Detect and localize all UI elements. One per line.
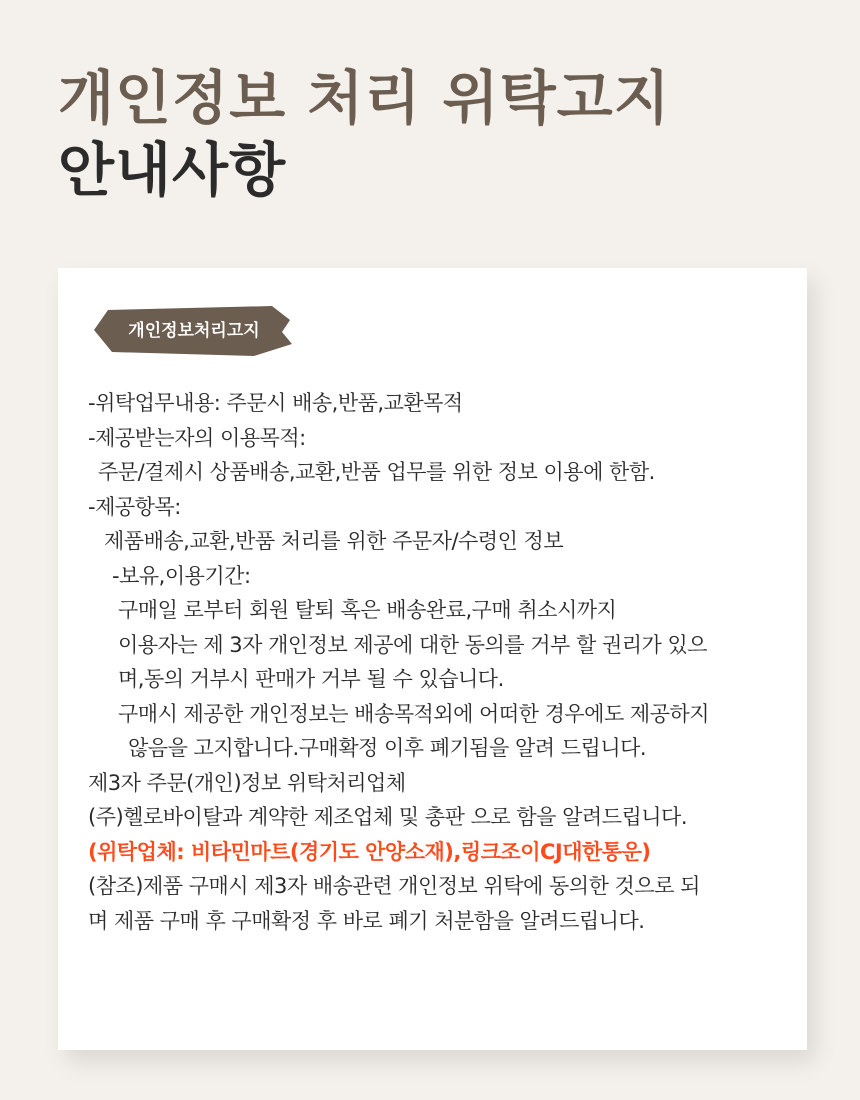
tag-label: 개인정보처리고지 bbox=[128, 321, 260, 341]
notice-line: -위탁업무내용: 주문시 배송,반품,교환목적 bbox=[88, 391, 463, 415]
notice-line: -보유,이용기간: bbox=[112, 563, 251, 588]
notice-line: 구매일 로부터 회원 탈퇴 혹은 배송완료,구매 취소시까지 bbox=[118, 598, 617, 622]
notice-line: (주)헬로바이탈과 계약한 제조업체 및 총판 으로 함을 알려드립니다. bbox=[88, 805, 688, 829]
notice-line: (참조)제품 구매시 제3자 배송관련 개인정보 위탁에 동의한 것으로 되 bbox=[88, 874, 700, 898]
notice-line: 않음을 고지합니다.구매확정 이후 폐기됨을 알려 드립니다. bbox=[128, 736, 647, 760]
notice-line: 제품배송,교환,반품 처리를 위한 주문자/수령인 정보 bbox=[104, 529, 564, 553]
notice-line: 이용자는 제 3자 개인정보 제공에 대한 동의를 거부 할 권리가 있으 bbox=[118, 632, 708, 657]
notice-line: 구매시 제공한 개인정보는 배송목적외에 어떠한 경우에도 제공하지 bbox=[118, 701, 710, 726]
notice-card bbox=[58, 268, 807, 1050]
notice-line: 며,동의 거부시 판매가 거부 될 수 있습니다. bbox=[118, 667, 504, 691]
notice-line: -제공받는자의 이용목적: bbox=[88, 425, 306, 450]
page-title bbox=[58, 62, 671, 206]
notice-body bbox=[88, 386, 788, 938]
notice-line: 제3자 주문(개인)정보 위탁처리업체 bbox=[88, 770, 406, 795]
notice-line-highlight: (위탁업체: 비타민마트(경기도 안양소재),링크조이CJ대한통운) bbox=[88, 839, 651, 864]
title-line-1: 개인정보 처리 위탁고지 bbox=[58, 64, 671, 132]
notice-tag bbox=[94, 306, 294, 356]
title-line-2: 안내사항 bbox=[58, 136, 287, 204]
notice-line: 주문/결제시 상품배송,교환,반품 업무를 위한 정보 이용에 한함. bbox=[98, 460, 655, 484]
notice-line: 며 제품 구매 후 구매확정 후 바로 폐기 처분함을 알려드립니다. bbox=[88, 908, 645, 933]
notice-line: -제공항목: bbox=[88, 494, 181, 519]
